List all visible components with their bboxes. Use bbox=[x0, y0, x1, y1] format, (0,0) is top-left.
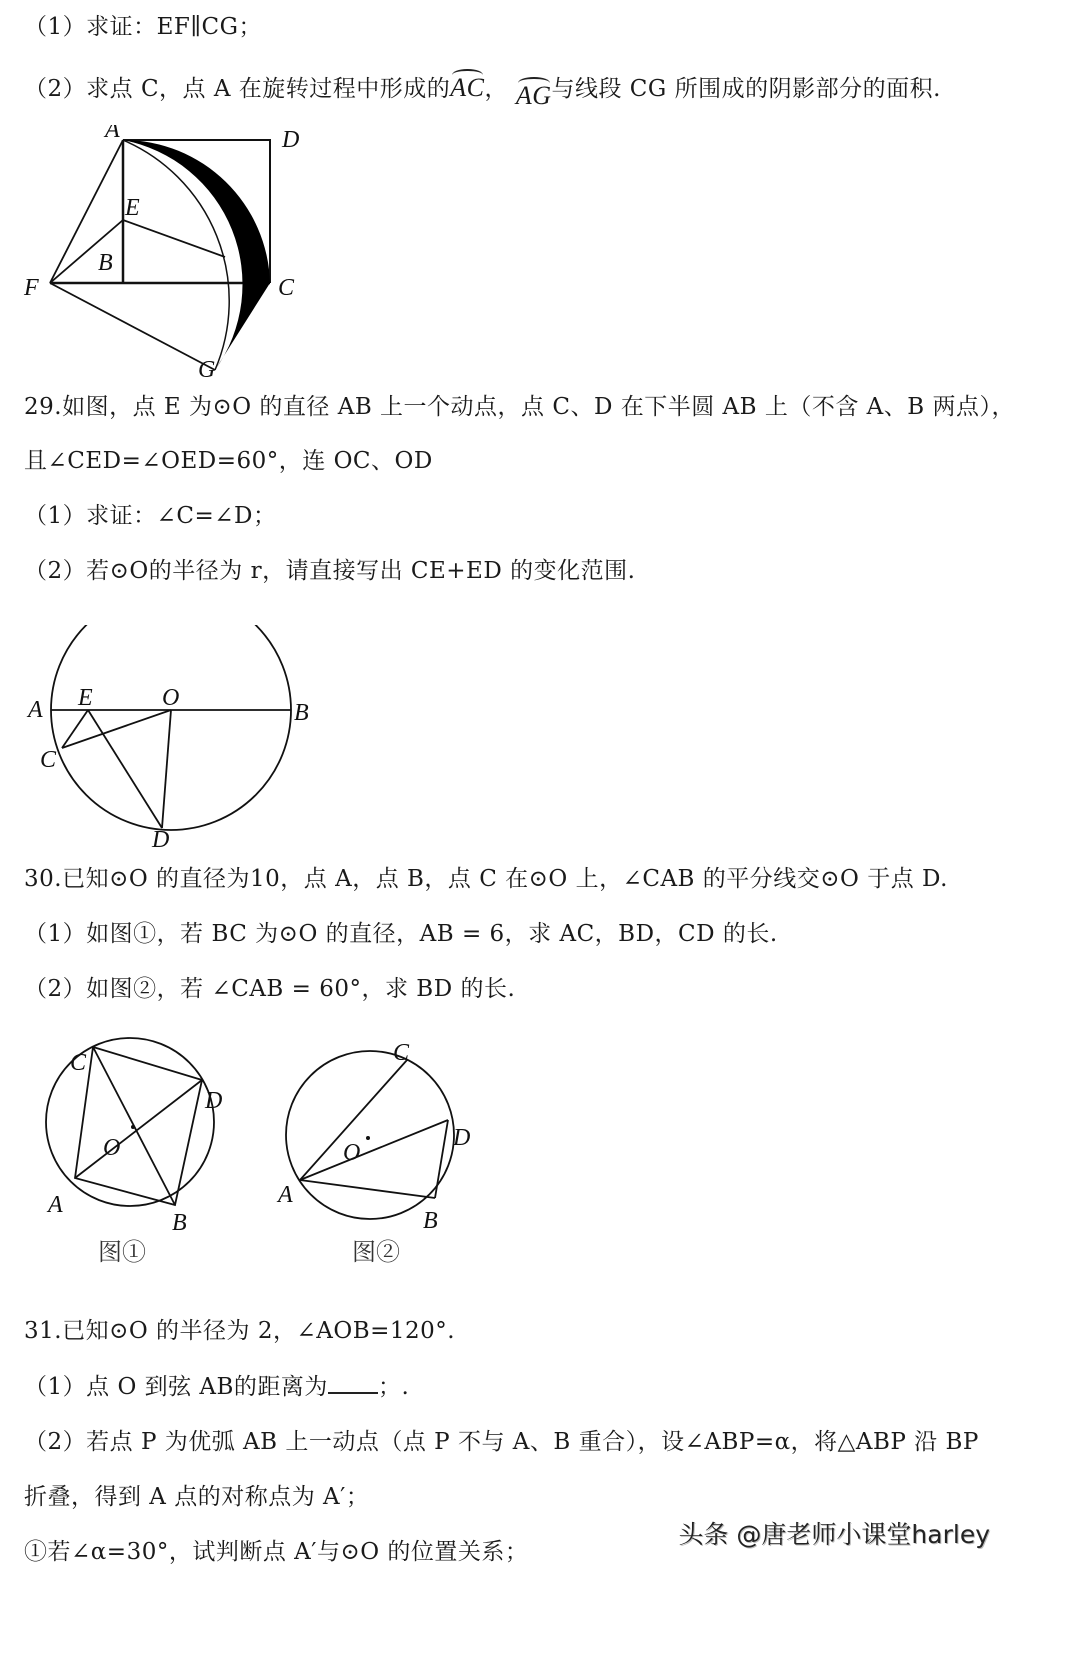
label-g: G bbox=[198, 357, 216, 380]
q29-stem-line1: 29.如图，点 E 为⊙O 的直径 AB 上一个动点，点 C、D 在下半圆 AB 上（不含 A、B 两点）， bbox=[24, 394, 1015, 420]
q28-sep: ， bbox=[484, 76, 509, 102]
q31-part2-line1: （2）若点 P 为优弧 AB 上一动点（点 P 不与 A、B 重合），设∠ABP=α，将△ABP 沿 BP bbox=[24, 1429, 979, 1455]
label-b: B bbox=[294, 700, 309, 726]
q29-part2: （2）若⊙O的半径为 r，请直接写出 CE+ED 的变化范围. bbox=[24, 558, 636, 584]
q28-figure bbox=[20, 125, 320, 384]
q29-stem-line2: 且∠CED=∠OED=60°，连 OC、OD bbox=[24, 448, 433, 474]
q31-part2-line2: 折叠，得到 A 点的对称点为 A′； bbox=[24, 1484, 370, 1510]
label-b: B bbox=[172, 1210, 187, 1236]
q28-part2-pre: （2）求点 C，点 A 在旋转过程中形成的 bbox=[24, 76, 451, 102]
q29-figure bbox=[20, 625, 320, 859]
q28-part1: （1）求证：EF∥CG； bbox=[24, 14, 262, 40]
q30-figure-2 bbox=[270, 1040, 500, 1244]
q31-sub1: ①若∠α=30°，试判断点 A′与⊙O 的位置关系； bbox=[24, 1539, 529, 1565]
label-c: C bbox=[393, 1040, 410, 1066]
arc-ag: AG bbox=[515, 81, 552, 110]
label-o: O bbox=[103, 1135, 121, 1161]
label-a: A bbox=[48, 1192, 63, 1218]
label-a: A bbox=[28, 697, 43, 723]
label-e: E bbox=[125, 195, 140, 221]
label-a: A bbox=[278, 1182, 293, 1208]
watermark: 头条 @唐老师小课堂harley bbox=[678, 1520, 990, 1549]
arc-ac: AC bbox=[450, 73, 485, 102]
label-d: D bbox=[282, 127, 300, 153]
label-f: F bbox=[24, 275, 39, 301]
label-c: C bbox=[278, 275, 295, 301]
q28-part2 bbox=[24, 70, 941, 110]
label-c: C bbox=[70, 1050, 87, 1076]
label-b: B bbox=[98, 250, 113, 276]
label-e: E bbox=[78, 685, 93, 711]
label-d: D bbox=[152, 827, 170, 853]
q31-part1 bbox=[24, 1368, 409, 1401]
q28-part2-post: 与线段 CG 所围成的阴影部分的面积. bbox=[551, 76, 941, 102]
q30-fig1-caption: 图① bbox=[98, 1238, 146, 1266]
q30-fig2-caption: 图② bbox=[352, 1238, 400, 1266]
q31-part1-pre: （1）点 O 到弦 AB的距离为 bbox=[24, 1374, 328, 1400]
q31-part1-post: ；. bbox=[377, 1374, 410, 1400]
label-c: C bbox=[40, 747, 57, 773]
q30-figure-1-labels bbox=[0, 1040, 260, 1244]
q29-part1: （1）求证：∠C=∠D； bbox=[24, 503, 277, 529]
q31-stem: 31.已知⊙O 的半径为 2，∠AOB=120°. bbox=[24, 1318, 456, 1344]
label-d: D bbox=[205, 1088, 223, 1114]
label-o: O bbox=[343, 1140, 361, 1166]
label-o: O bbox=[162, 685, 180, 711]
answer-blank bbox=[328, 1392, 378, 1394]
q30-part1: （1）如图①，若 BC 为⊙O 的直径，AB = 6，求 AC，BD，CD 的长. bbox=[24, 921, 778, 947]
q30-part2: （2）如图②，若 ∠CAB = 60°，求 BD 的长. bbox=[24, 976, 516, 1002]
q30-stem: 30.已知⊙O 的直径为10，点 A，点 B，点 C 在⊙O 上，∠CAB 的平分线交⊙O 于点 D. bbox=[24, 866, 948, 892]
label-d: D bbox=[453, 1125, 471, 1151]
label-a: A bbox=[105, 125, 120, 143]
label-b: B bbox=[423, 1208, 438, 1234]
